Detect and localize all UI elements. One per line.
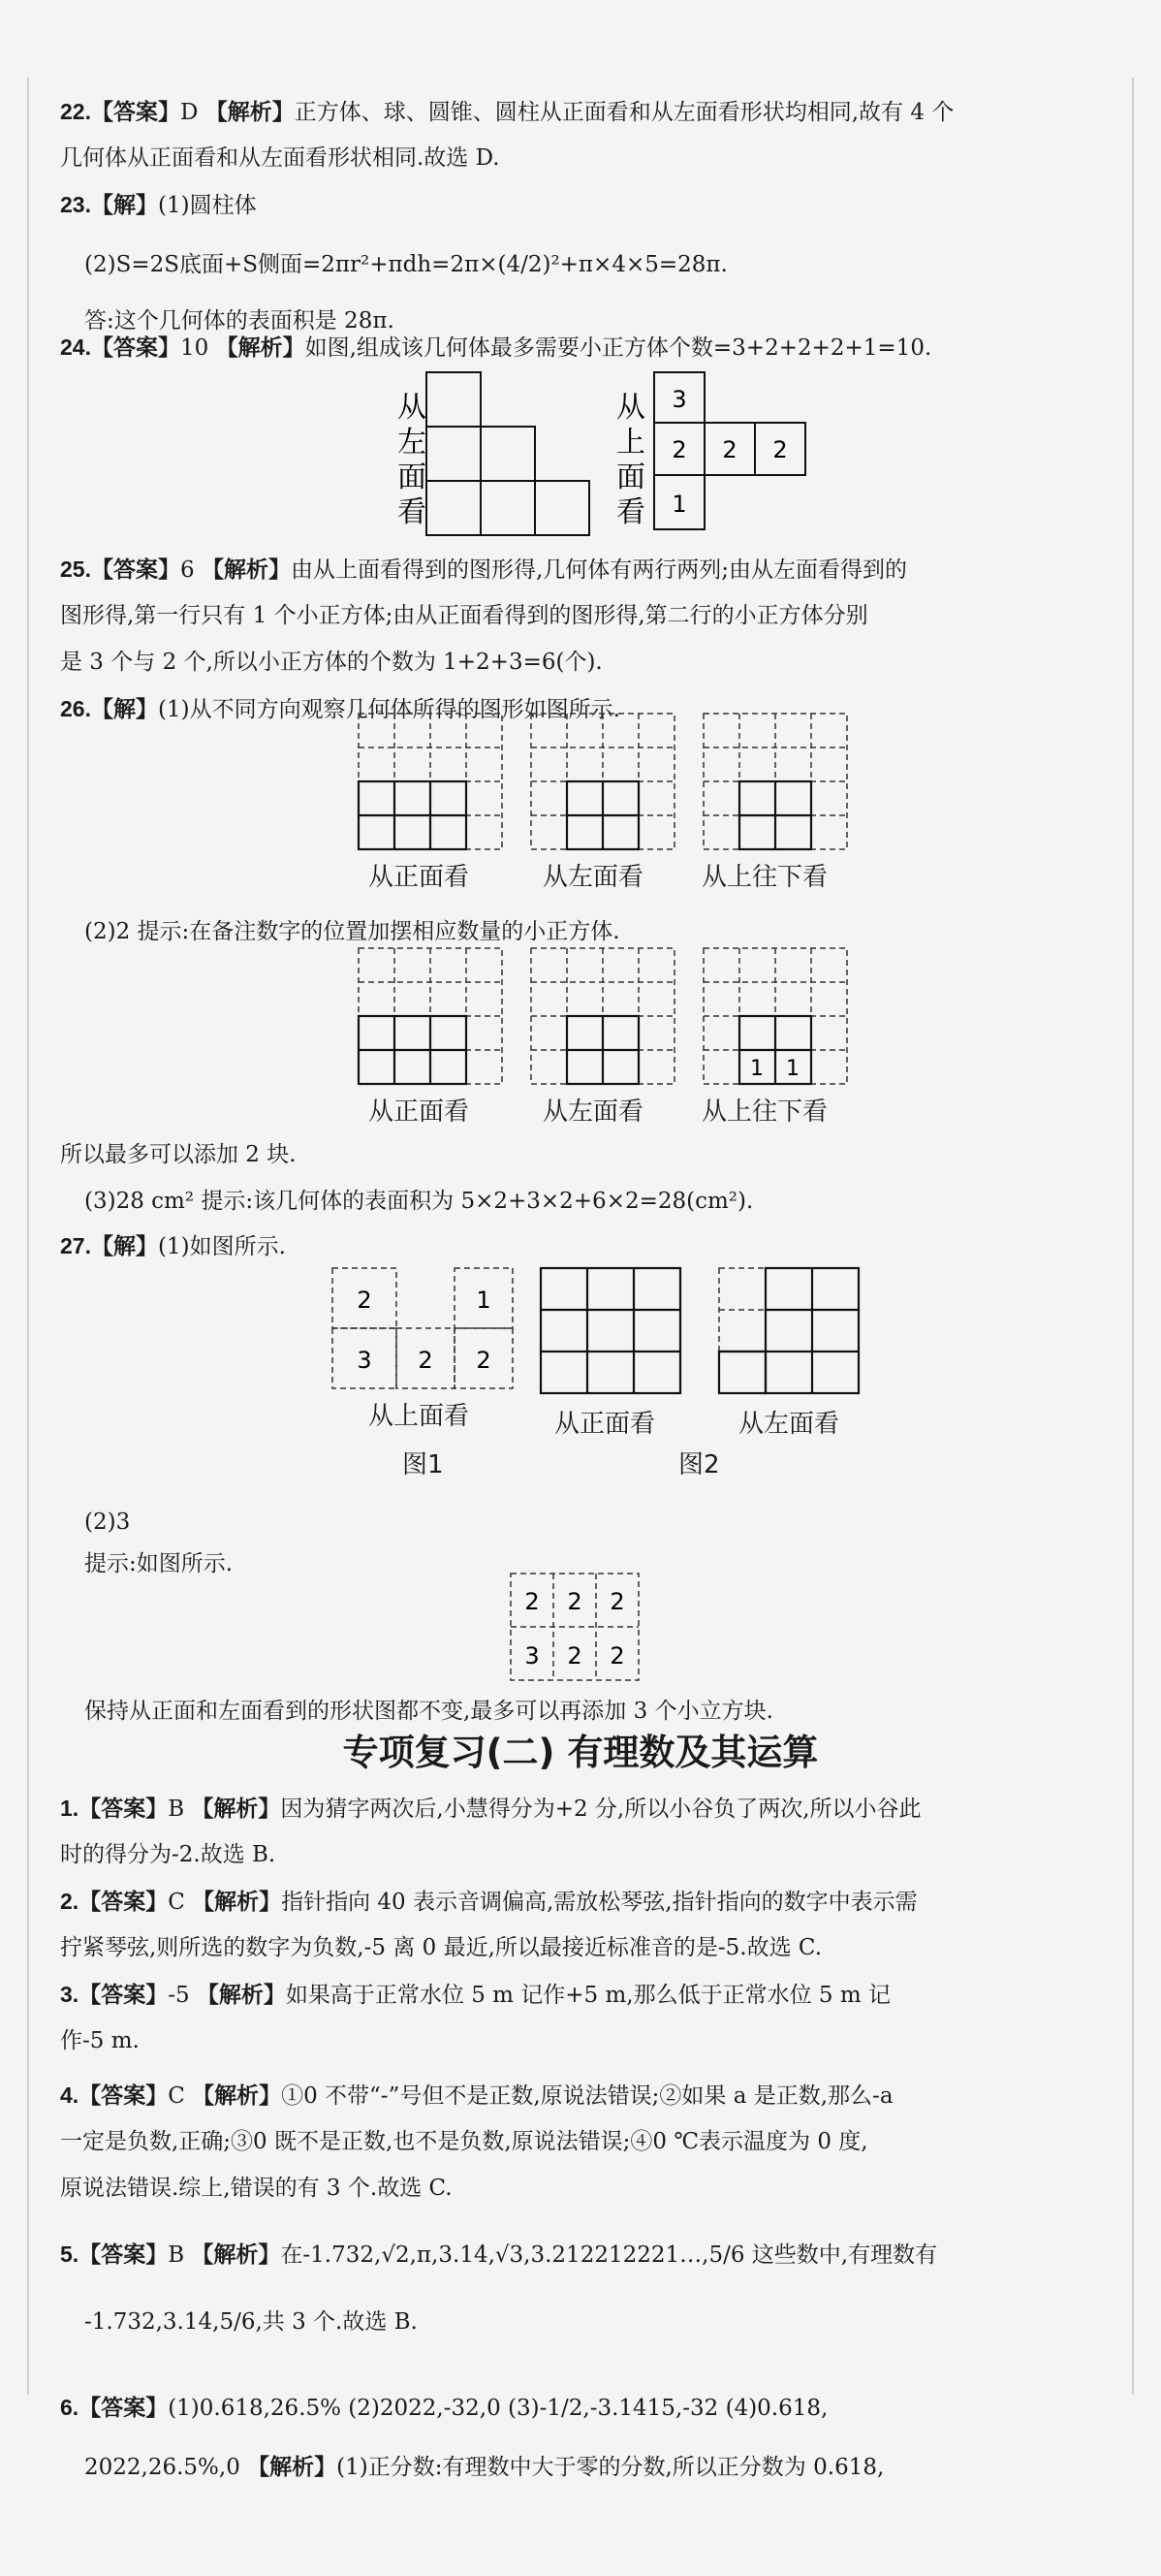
- grid-number: 2: [418, 1347, 433, 1374]
- s6-text-3: (1)正分数:有理数中大于零的分数,所以正分数为 0.618,: [336, 2455, 885, 2480]
- q26-text-4: (3)28 cm² 提示:该几何体的表面积为 5×2+3×2+6×2=28(cm²).: [84, 1189, 754, 1214]
- section-title: 专项复习(二) 有理数及其运算: [342, 1732, 819, 1773]
- s5-text-2: -1.732,3.14̇,5/6,共 3 个.故选 B.: [84, 2309, 418, 2335]
- answer-tag: 【答案】: [90, 557, 180, 583]
- s5-text-1: 在-1.732,√2,π,3.14̇,√3,3.212212221…,5/6 这些数中,有理数有: [280, 2242, 938, 2268]
- q25-text-2: 图形得,第一行只有 1 个小正方体;由从正面看得到的图形得,第二行的小正方体分别: [60, 603, 868, 628]
- s1-text-2: 时的得分为-2.故选 B.: [60, 1842, 276, 1867]
- cell-mark: 1: [786, 1057, 800, 1081]
- caption-top-view: 从上往下看: [702, 863, 829, 892]
- caption-top-view: 从上面看: [368, 1402, 470, 1431]
- grid-number: 3: [672, 386, 687, 413]
- q26-text-3: 所以最多可以添加 2 块.: [60, 1142, 297, 1167]
- s3-number: 3.: [60, 1982, 79, 2007]
- grid-number: 1: [672, 491, 687, 518]
- solution-tag: 【解】: [90, 697, 158, 722]
- s2-line-1: [60, 1877, 1116, 1926]
- s3-text-2: 作-5 m.: [60, 2028, 140, 2053]
- answer-tag: 【答案】: [78, 2083, 169, 2109]
- grid-number: 3: [524, 1642, 540, 1670]
- q26-number: 26.: [60, 696, 91, 721]
- s4-number: 4.: [60, 2083, 79, 2108]
- q25-text-3: 是 3 个与 2 个,所以小正方体的个数为 1+2+3=6(个).: [60, 650, 603, 675]
- q27-number: 27.: [60, 1233, 91, 1258]
- q26-views-row-2: [357, 946, 851, 1087]
- label-char: 面: [397, 461, 426, 494]
- s4-line-1: [60, 2071, 1116, 2120]
- q25-text-1: 由从上面看得到的图形得,几何体有两行两列;由从左面看得到的: [290, 557, 907, 583]
- grid-number: 3: [357, 1347, 372, 1374]
- s6-text-2: 2022,26.5%,0: [84, 2455, 248, 2480]
- label-char: 看: [397, 495, 426, 529]
- q22-text-2: 几何体从正面看和从左面看形状相同.故选 D.: [60, 145, 500, 171]
- s6-number: 6.: [60, 2395, 79, 2420]
- left-margin-rule: [27, 78, 29, 2395]
- grid-number: 2: [610, 1588, 625, 1615]
- q24-top-view-label: [616, 391, 645, 529]
- grid-number: 1: [476, 1287, 491, 1314]
- q23-formula: (2)S=2S底面+S侧面=2πr²+πdh=2π×(4/2)²+π×4×5=28π.: [84, 252, 728, 277]
- grid-number: 2: [722, 436, 737, 463]
- s4-text-1: ①0 不带“-”号但不是正数,原说法错误;②如果 a 是正数,那么-a: [281, 2083, 894, 2109]
- answer-tag: 【答案】: [78, 2242, 169, 2268]
- label-char: 上: [616, 426, 645, 460]
- s6-text-1: (1)0.618,26.5% (2)2022,-32,0 (3)-1/2,-3.1415,-32 (4)0.618,: [168, 2396, 829, 2421]
- answer-tag: 【答案】: [90, 100, 180, 125]
- q23-text-1: (1)圆柱体: [157, 193, 257, 218]
- s6-line-1: [60, 2383, 1116, 2433]
- caption-top-view: 从上往下看: [702, 1097, 829, 1127]
- label-char: 看: [616, 495, 645, 529]
- analysis-tag: 【解析】: [192, 2083, 282, 2109]
- right-margin-rule: [1132, 78, 1134, 2395]
- grid-number: 2: [672, 436, 687, 463]
- caption-front-view: 从正面看: [368, 1097, 470, 1127]
- s3-text-1: 如果高于正常水位 5 m 记作+5 m,那么低于正常水位 5 m 记: [285, 1983, 891, 2008]
- analysis-tag: 【解析】: [201, 557, 291, 583]
- answer-tag: 【答案】: [78, 1890, 169, 1915]
- s2-text-1: 指针指向 40 表示音调偏高,需放松琴弦,指针指向的数字中表示需: [281, 1890, 918, 1915]
- s5-line-1: [60, 2230, 1116, 2279]
- caption-left-view: 从左面看: [543, 1097, 644, 1127]
- q27-figures: [329, 1265, 872, 1396]
- q24-left-view-grid: [426, 372, 589, 535]
- q26-views-row-1: [357, 712, 851, 852]
- s5-number: 5.: [60, 2242, 79, 2267]
- caption-left-view: 从左面看: [738, 1410, 840, 1439]
- answer-tag: 【答案】: [78, 1983, 169, 2008]
- q23-line-1: [60, 180, 1116, 230]
- grid-number: 2: [567, 1588, 582, 1615]
- s2-number: 2.: [60, 1889, 79, 1914]
- label-char: 从: [616, 391, 645, 425]
- analysis-tag: 【解析】: [192, 1890, 282, 1915]
- q25-number: 25.: [60, 557, 91, 582]
- q22-line-1: [60, 87, 1116, 137]
- q26-text-1: (1)从不同方向观察几何体所得的图形如图所示.: [157, 697, 620, 722]
- analysis-tag: 【解析】: [191, 2242, 281, 2268]
- s1-answer: B: [168, 1797, 185, 1822]
- grid-number: 2: [567, 1642, 582, 1670]
- answer-tag: 【答案】: [78, 1797, 169, 1822]
- label-char: 面: [616, 461, 645, 494]
- figure-label-2: 图2: [678, 1450, 720, 1479]
- q22-answer: D: [179, 100, 199, 125]
- label-char: 左: [397, 426, 426, 460]
- s2-text-2: 拧紧琴弦,则所选的数字为负数,-5 离 0 最近,所以最接近标准音的是-5.故选 C.: [60, 1935, 823, 1960]
- q24-text-1: 如图,组成该几何体最多需要小正方体个数=3+2+2+2+1=10.: [304, 335, 932, 361]
- s5-answer: B: [168, 2242, 185, 2268]
- grid-number: 2: [772, 436, 788, 463]
- analysis-tag: 【解析】: [191, 1797, 281, 1822]
- q24-left-view-label: [397, 391, 426, 529]
- analysis-tag: 【解析】: [215, 335, 305, 361]
- caption-left-view: 从左面看: [543, 863, 644, 892]
- analysis-tag: 【解析】: [196, 1983, 286, 2008]
- s3-answer: -5: [168, 1983, 190, 2008]
- q24-number: 24.: [60, 334, 91, 360]
- cell-mark: 1: [750, 1057, 764, 1081]
- q27-text-2: (2)3: [84, 1510, 131, 1535]
- q27-text-3: 提示:如图所示.: [84, 1551, 234, 1576]
- s1-text-1: 因为猜字两次后,小慧得分为+2 分,所以小谷负了两次,所以小谷此: [280, 1797, 922, 1822]
- s1-line-1: [60, 1784, 1116, 1833]
- s2-answer: C: [168, 1890, 185, 1915]
- q23-number: 23.: [60, 192, 91, 217]
- q25-answer: 6: [179, 557, 195, 583]
- analysis-tag: 【解析】: [204, 100, 295, 125]
- figure-label-1: 图1: [402, 1450, 444, 1479]
- q27-line-1: [60, 1222, 1116, 1271]
- q25-line-1: [60, 545, 1116, 594]
- grid-number: 2: [476, 1347, 491, 1374]
- analysis-tag: 【解析】: [247, 2455, 337, 2480]
- s4-answer: C: [168, 2083, 185, 2109]
- grid-number: 2: [524, 1588, 540, 1615]
- q22-number: 22.: [60, 99, 91, 124]
- q27-text-4: 保持从正面和左面看到的形状图都不变,最多可以再添加 3 个小立方块.: [84, 1699, 773, 1724]
- s1-number: 1.: [60, 1796, 79, 1821]
- grid-number: 2: [357, 1287, 372, 1314]
- q26-text-2: (2)2 提示:在备注数字的位置加摆相应数量的小正方体.: [84, 919, 620, 944]
- solution-tag: 【解】: [90, 193, 158, 218]
- s6-line-2: [84, 2443, 1141, 2492]
- label-char: 从: [397, 391, 426, 425]
- q23-text-3: 答:这个几何体的表面积是 28π.: [84, 308, 394, 334]
- q24-line-1: [60, 323, 1116, 372]
- caption-front-view: 从正面看: [368, 863, 470, 892]
- grid-number: 2: [610, 1642, 625, 1670]
- answer-tag: 【答案】: [78, 2396, 169, 2421]
- s4-text-2: 一定是负数,正确;③0 既不是正数,也不是负数,原说法错误;④0 ℃表示温度为 0 度,: [60, 2129, 868, 2154]
- s3-line-1: [60, 1970, 1116, 2019]
- q24-figures: [378, 370, 833, 545]
- s4-text-3: 原说法错误.综上,错误的有 3 个.故选 C.: [60, 2176, 453, 2201]
- q24-answer: 10: [179, 335, 209, 361]
- q27-text-1: (1)如图所示.: [157, 1234, 286, 1259]
- solution-tag: 【解】: [90, 1234, 158, 1259]
- q22-text-1: 正方体、球、圆锥、圆柱从正面看和从左面看形状均相同,故有 4 个: [294, 100, 955, 125]
- caption-front-view: 从正面看: [554, 1410, 656, 1439]
- answer-tag: 【答案】: [90, 335, 180, 361]
- q27-fig3-grid: [508, 1571, 643, 1685]
